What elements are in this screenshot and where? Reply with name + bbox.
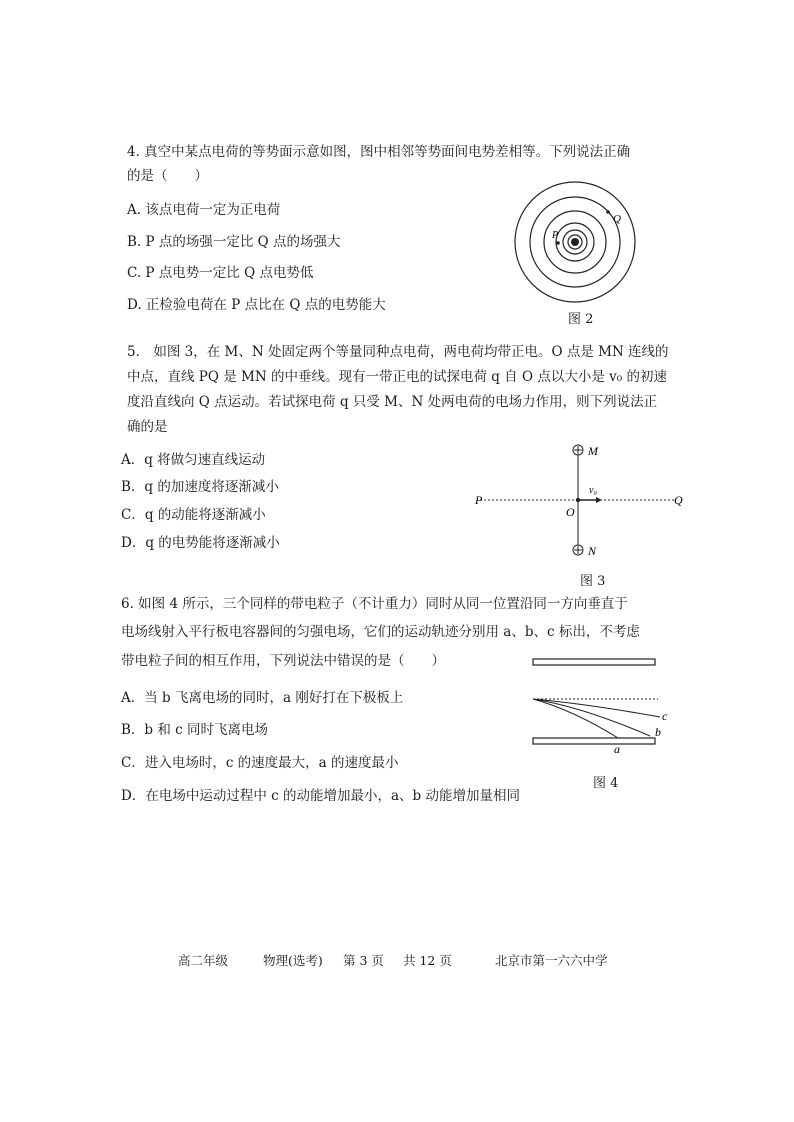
fig2-label-q: Q (613, 213, 621, 225)
footer-grade: 高二年级 (178, 953, 229, 968)
q4-option-c: C. P 点电势一定比 Q 点电势低 (127, 265, 314, 281)
equipotential-figure (505, 180, 645, 310)
fig3-label-q: Q (674, 493, 683, 507)
q4-option-d: D. 正检验电荷在 P 点比在 Q 点的电势能大 (127, 297, 386, 313)
fig3-caption: 图 3 (580, 574, 606, 589)
fig2-caption: 图 2 (568, 312, 594, 327)
footer-school: 北京市第一六六中学 (495, 953, 608, 968)
footer-total: 共 12 页 (403, 953, 452, 968)
q6-stem-line3: 带电粒子间的相互作用，下列说法中错误的是（ ） (121, 653, 445, 669)
charges-figure (470, 438, 695, 563)
q5-stem-line4: 确的是 (127, 419, 168, 435)
q4-stem-line2: 的是（ ） (127, 168, 208, 184)
capacitor-figure (528, 652, 673, 757)
q5-option-b: B．q 的加速度将逐渐减小 (121, 479, 279, 495)
fig3-label-v0: v₀ (589, 485, 597, 496)
q4-option-a: A. 该点电荷一定为正电荷 (127, 202, 281, 218)
footer-page: 第 3 页 (343, 953, 384, 968)
fig3-label-o: O (566, 505, 575, 519)
q5-stem-line1: 5. 如图 3，在 M、N 处固定两个等量同种点电荷，两电荷均带正电。O 点是 MN 连线的 (127, 344, 669, 360)
fig4-label-a: a (614, 742, 620, 756)
q6-stem-line1: 6. 如图 4 所示，三个同样的带电粒子（不计重力）同时从同一位置沿同一方向垂直于 (121, 596, 628, 612)
footer-subject: 物理(选考) (263, 953, 323, 968)
q6-stem-line2: 电场线射入平行板电容器间的匀强电场，它们的运动轨迹分别用 a、b、c 标出，不考虑 (121, 624, 640, 640)
q4-stem-line1: 4. 真空中某点电荷的等势面示意如图，图中相邻等势面间电势差相等。下列说法正确 (127, 144, 631, 160)
q6-option-a: A．当 b 飞离电场的同时，a 刚好打在下极板上 (121, 690, 404, 706)
q6-option-c: C．进入电场时，c 的速度最大，a 的速度最小 (121, 755, 399, 771)
q5-option-a: A．q 将做匀速直线运动 (121, 452, 266, 468)
fig3-label-n: N (588, 544, 597, 558)
q4-option-b: B. P 点的场强一定比 Q 点的场强大 (127, 234, 341, 250)
fig4-label-c: c (662, 709, 668, 723)
q5-stem-line3: 度沿直线向 Q 点运动。若试探电荷 q 只受 M、N 处两电荷的电场力作用，则下列说法正 (127, 394, 658, 410)
q6-option-b: B．b 和 c 同时飞离电场 (121, 722, 268, 738)
q5-option-c: C．q 的动能将逐渐减小 (121, 507, 266, 523)
fig3-label-p: P (475, 493, 483, 507)
q5-stem-line2: 中点，直线 PQ 是 MN 的中垂线。现有一带正电的试探电荷 q 自 O 点以大小是 v₀ 的初速 (127, 369, 667, 385)
q5-option-d: D．q 的电势能将逐渐减小 (121, 535, 280, 551)
fig4-label-b: b (655, 725, 661, 739)
q6-option-d: D．在电场中运动过程中 c 的动能增加最小，a、b 动能增加量相同 (121, 788, 520, 804)
fig2-label-p: P (552, 230, 559, 241)
fig4-caption: 图 4 (593, 776, 619, 791)
fig3-label-m: M (588, 444, 598, 458)
